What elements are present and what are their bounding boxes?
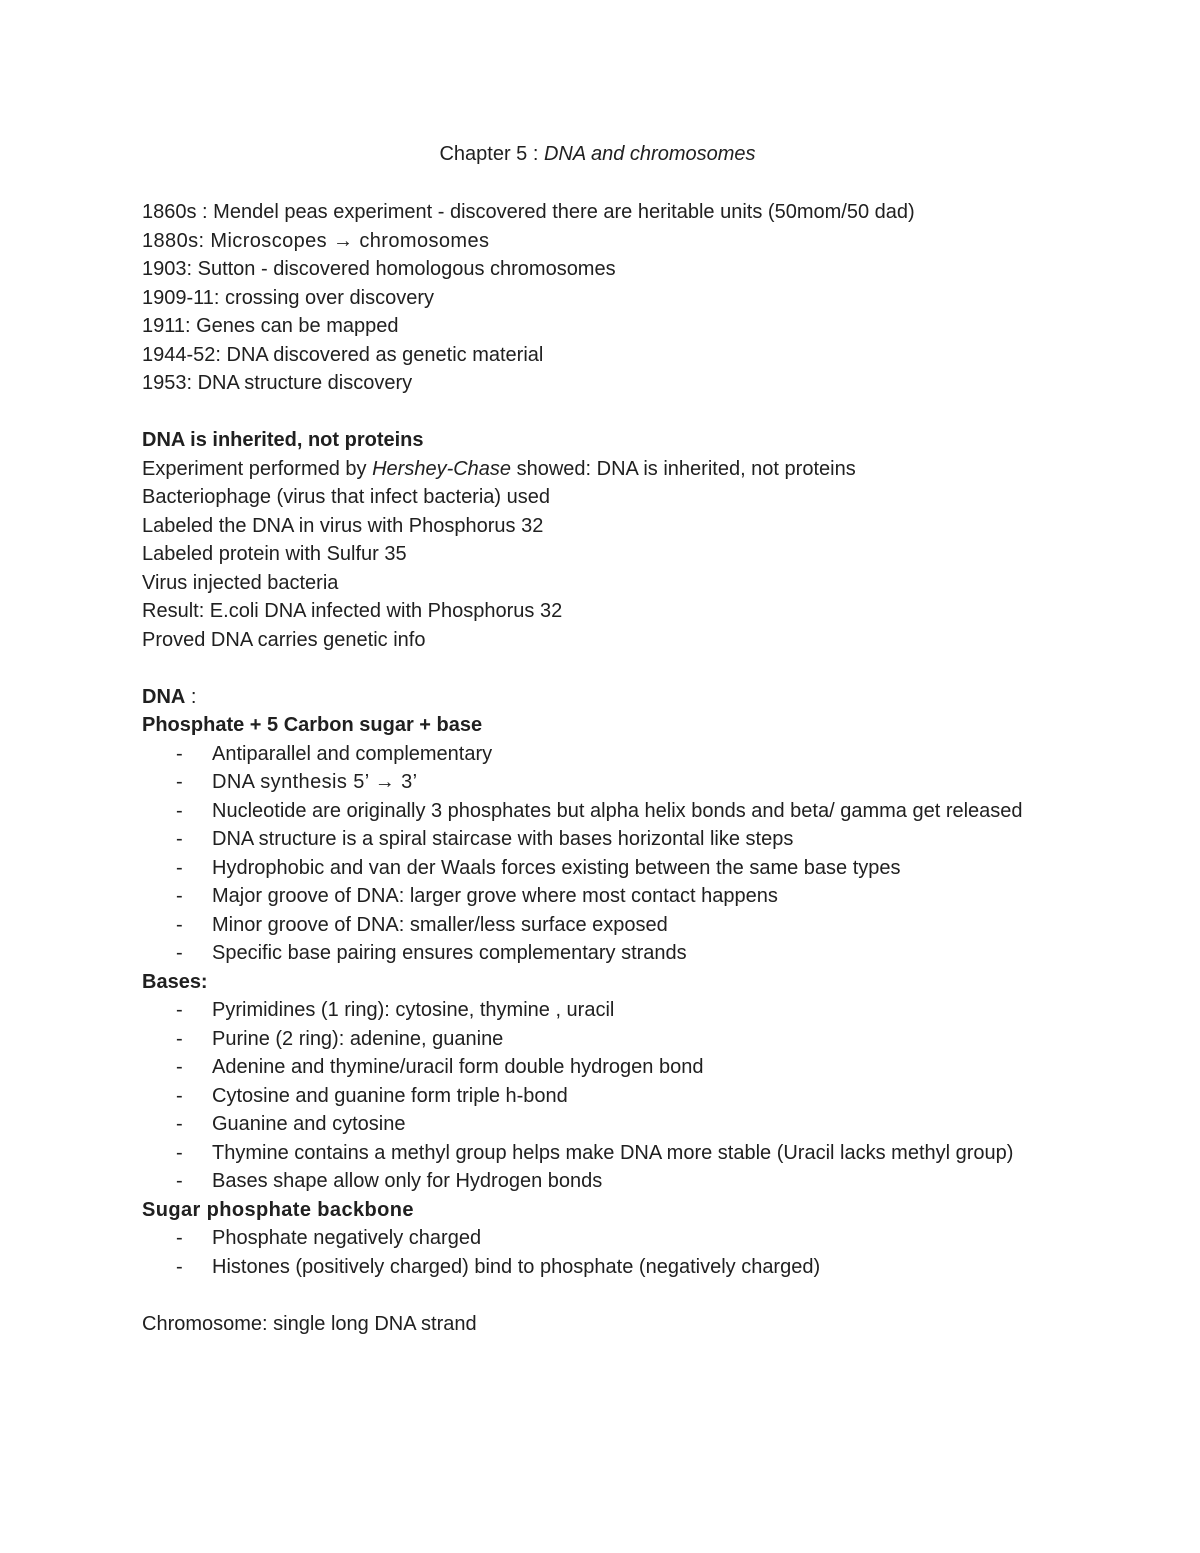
backbone-list bbox=[142, 1224, 1042, 1281]
dna-list bbox=[142, 740, 1042, 968]
page-title: Chapter 5 : DNA and chromosomes bbox=[439, 143, 756, 165]
list-item: - Thymine contains a methyl group helps make DNA more stable (Uracil lacks methyl group) bbox=[142, 1139, 1032, 1168]
timeline-line: 1911: Genes can be mapped bbox=[142, 315, 399, 337]
list-item: - DNA synthesis 5’ → 3’ bbox=[142, 768, 1032, 797]
spacer bbox=[142, 1281, 1042, 1310]
spacer bbox=[142, 398, 1042, 427]
timeline-line: 1903: Sutton - discovered homologous chromosomes bbox=[142, 258, 616, 280]
list-item: - Pyrimidines (1 ring): cytosine, thymine , uracil bbox=[142, 996, 1032, 1025]
spacer bbox=[142, 654, 1042, 683]
inherited-line: Labeled the DNA in virus with Phosphorus 32 bbox=[142, 514, 544, 537]
list-item: - Phosphate negatively charged bbox=[142, 1224, 1032, 1253]
bases-list bbox=[142, 996, 1042, 1196]
list-item: - DNA structure is a spiral staircase with bases horizontal like steps bbox=[142, 825, 1032, 854]
list-item: - Antiparallel and complementary bbox=[142, 740, 1032, 769]
document-body bbox=[142, 198, 1042, 1338]
bases-section bbox=[142, 968, 1042, 1196]
section-heading: Bases: bbox=[142, 970, 208, 993]
section-heading: DNA : bbox=[142, 685, 197, 708]
list-item: - Major groove of DNA: larger grove where most contact happens bbox=[142, 882, 1032, 911]
list-item: - Cytosine and guanine form triple h-bond bbox=[142, 1082, 1032, 1111]
list-item: - Adenine and thymine/uracil form double hydrogen bond bbox=[142, 1053, 1032, 1082]
list-item: - Bases shape allow only for Hydrogen bonds bbox=[142, 1167, 1032, 1196]
inherited-line: Proved DNA carries genetic info bbox=[142, 628, 426, 651]
timeline-line: 1860s : Mendel peas experiment - discovered there are heritable units (50mom/50 dad) bbox=[142, 201, 915, 223]
timeline-line: 1953: DNA structure discovery bbox=[142, 372, 413, 394]
dna-section bbox=[142, 683, 1042, 968]
inherited-line: Labeled protein with Sulfur 35 bbox=[142, 543, 407, 565]
section-subheading: Phosphate + 5 Carbon sugar + base bbox=[142, 714, 483, 736]
list-item: - Histones (positively charged) bind to phosphate (negatively charged) bbox=[142, 1253, 1032, 1282]
timeline-line: 1880s: Microscopes → chromosomes bbox=[142, 229, 490, 252]
list-item: - Hydrophobic and van der Waals forces existing between the same base types bbox=[142, 854, 1032, 883]
inherited-section bbox=[142, 426, 1042, 654]
inherited-line: Virus injected bacteria bbox=[142, 571, 339, 594]
list-item: - Guanine and cytosine bbox=[142, 1110, 1032, 1139]
section-heading: Sugar phosphate backbone bbox=[142, 1198, 414, 1221]
chromosome-line: Chromosome: single long DNA strand bbox=[142, 1312, 477, 1335]
inherited-line: Result: E.coli DNA infected with Phosphorus 32 bbox=[142, 600, 563, 622]
list-item: - Nucleotide are originally 3 phosphates but alpha helix bonds and beta/ gamma get released bbox=[142, 797, 1032, 826]
timeline-line: 1909-11: crossing over discovery bbox=[142, 286, 434, 309]
list-item: - Specific base pairing ensures complementary strands bbox=[142, 939, 1032, 968]
section-heading: DNA is inherited, not proteins bbox=[142, 429, 424, 451]
list-item: - Purine (2 ring): adenine, guanine bbox=[142, 1025, 1032, 1054]
timeline-line: 1944-52: DNA discovered as genetic material bbox=[142, 343, 544, 366]
timeline-section bbox=[142, 198, 1042, 398]
inherited-line: Bacteriophage (virus that infect bacteria) used bbox=[142, 486, 550, 508]
list-item: - Minor groove of DNA: smaller/less surface exposed bbox=[142, 911, 1032, 940]
experiment-line: Experiment performed by Hershey-Chase showed: DNA is inherited, not proteins bbox=[142, 457, 856, 480]
backbone-section bbox=[142, 1196, 1042, 1282]
